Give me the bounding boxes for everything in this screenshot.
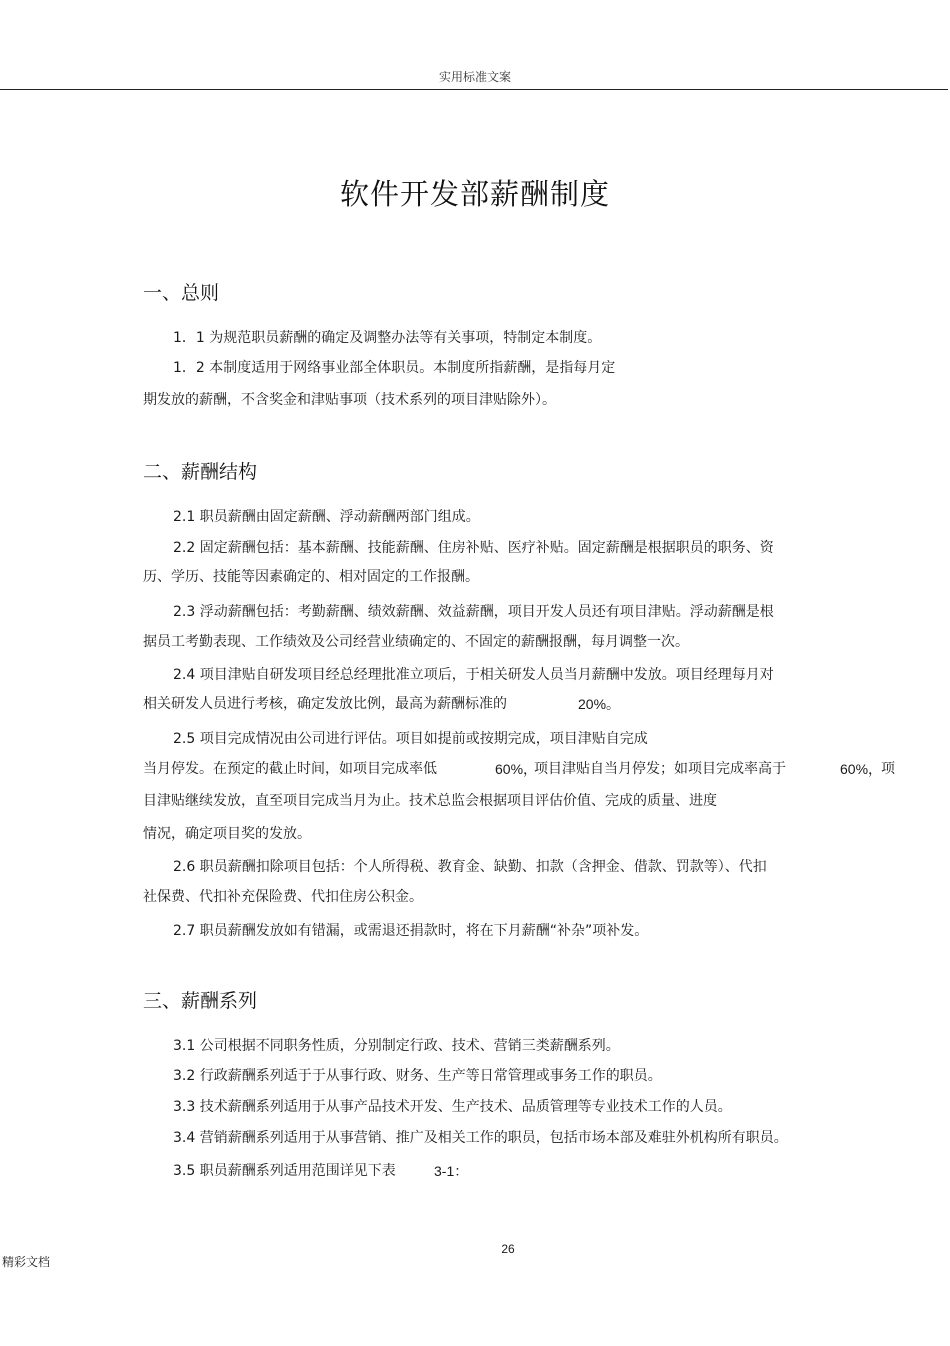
paragraph-2-4-line-1: 2.4 项目津贴自研发项目经总经理批准立项后，于相关研发人员当月薪酬中发放。项目经理每月对 [173,667,774,683]
running-header: 实用标准文案 [438,70,511,84]
section-heading-general: 一、总则 [143,282,220,304]
paragraph-2-5-line-4: 情况，确定项目奖的发放。 [143,826,311,842]
paragraph-2-6-line-1: 2.6 职员薪酬扣除项目包括：个人所得税、教育金、缺勤、扣款（含押金、借款、罚款等）、代扣 [173,859,767,875]
paragraph-2-3-line-1: 2.3 浮动薪酬包括：考勤薪酬、绩效薪酬、效益薪酬，项目开发人员还有项目津贴。浮动薪酬是根 [173,604,774,620]
percentage-60-second: 60%， [840,761,883,777]
section-heading-series: 三、薪酬系列 [143,990,258,1012]
paragraph-3-4: 3.4 营销薪酬系列适用于从事营销、推广及相关工作的职员，包括市场本部及难驻外机构所有职员。 [173,1130,788,1146]
paragraph-2-5-line-2-part-2: 项目津贴自当月停发；如项目完成率高于 [534,761,786,777]
header-divider [0,89,948,90]
paragraph-2-5-line-3: 目津贴继续发放，直至项目完成当月为止。技术总监会根据项目评估价值、完成的质量、进度 [143,793,717,809]
paragraph-1-1: 1．1 为规范职员薪酬的确定及调整办法等有关事项，特制定本制度。 [173,330,602,346]
paragraph-3-2: 3.2 行政薪酬系列适于于从事行政、财务、生产等日常管理或事务工作的职员。 [173,1068,662,1084]
page-number: 26 [501,1242,515,1256]
footer-label: 精彩文档 [2,1255,51,1269]
paragraph-2-7: 2.7 职员薪酬发放如有错漏，或需退还捐款时，将在下月薪酬“补杂”项补发。 [173,923,649,939]
section-heading-structure: 二、薪酬结构 [143,461,258,483]
table-reference: 3-1： [434,1163,469,1179]
paragraph-3-5: 3.5 职员薪酬系列适用范围详见下表 [173,1163,396,1179]
paragraph-2-4-line-2: 相关研发人员进行考核，确定发放比例，最高为薪酬标准的 [143,696,507,712]
paragraph-1-2-line-1: 1．2 本制度适用于网络事业部全体职员。本制度所指薪酬，是指每月定 [173,360,616,376]
paragraph-2-1: 2.1 职员薪酬由固定薪酬、浮动薪酬两部门组成。 [173,509,480,525]
paragraph-2-5-line-2-part-3: 项 [881,761,895,777]
paragraph-2-5-line-1: 2.5 项目完成情况由公司进行评估。项目如提前或按期完成，项目津贴自完成 [173,731,648,747]
document-title: 软件开发部薪酬制度 [339,177,610,211]
paragraph-2-2-line-2: 历、学历、技能等因素确定的、相对固定的工作报酬。 [143,569,479,585]
paragraph-2-6-line-2: 社保费、代扣补充保险费、代扣住房公积金。 [143,889,423,905]
paragraph-3-3: 3.3 技术薪酬系列适用于从事产品技术开发、生产技术、品质管理等专业技术工作的人员。 [173,1099,732,1115]
percentage-60-first: 60%， [495,761,538,777]
paragraph-1-2-line-2: 期发放的薪酬，不含奖金和津贴事项（技术系列的项目津贴除外）。 [143,392,556,408]
percentage-20: 20%。 [578,696,621,712]
paragraph-3-1: 3.1 公司根据不同职务性质，分别制定行政、技术、营销三类薪酬系列。 [173,1038,620,1054]
paragraph-2-2-line-1: 2.2 固定薪酬包括：基本薪酬、技能薪酬、住房补贴、医疗补贴。固定薪酬是根据职员的职务、资 [173,540,774,556]
paragraph-2-5-line-2-part-1: 当月停发。在预定的截止时间，如项目完成率低 [143,761,437,777]
paragraph-2-3-line-2: 据员工考勤表现、工作绩效及公司经营业绩确定的、不固定的薪酬报酬，每月调整一次。 [143,634,689,650]
